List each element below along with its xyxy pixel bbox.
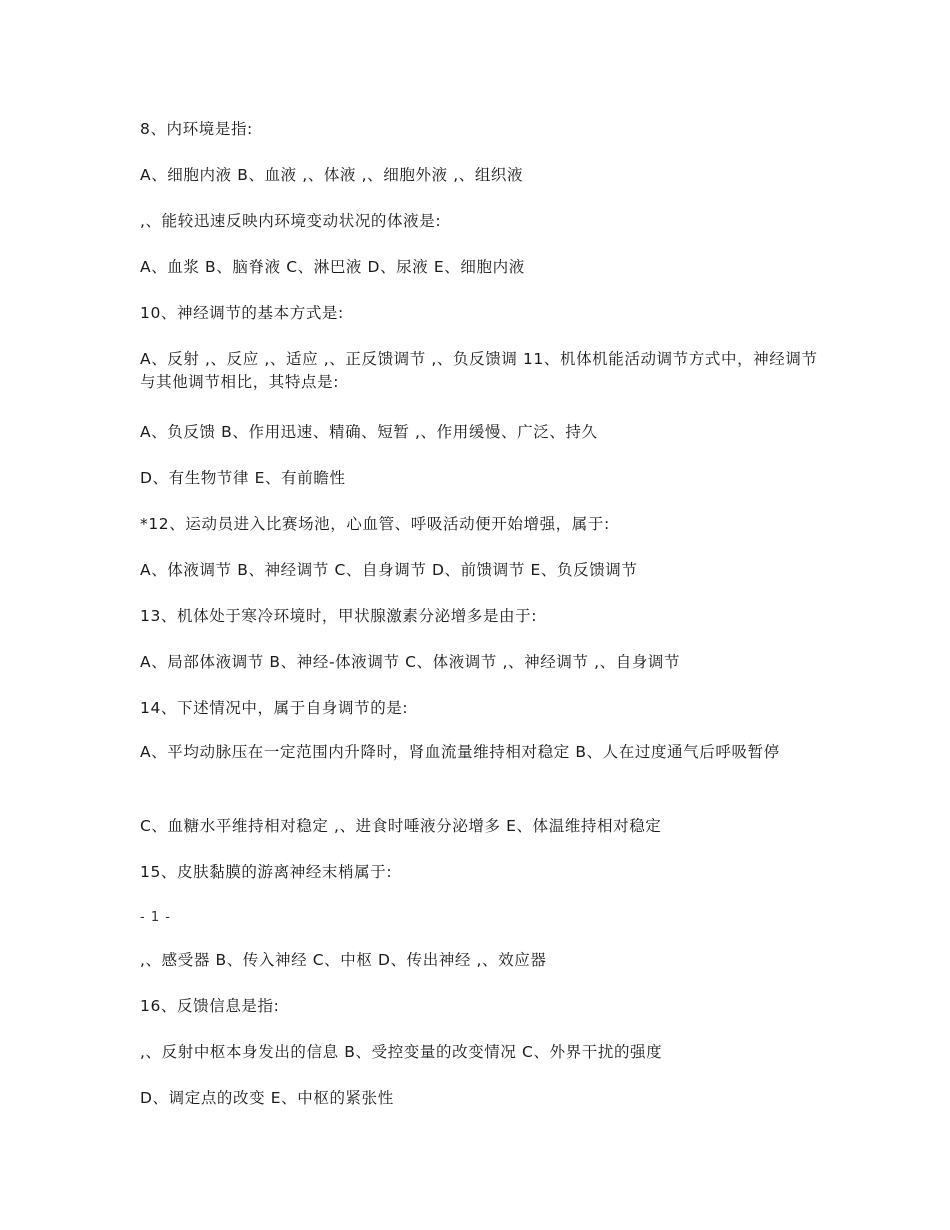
- question-11-options-a: A、负反馈 B、作用迅速、精确、短暂 ,、作用缓慢、广泛、持久: [140, 423, 598, 441]
- question-15-options: ,、感受器 B、传入神经 C、中枢 D、传出神经 ,、效应器: [140, 951, 547, 969]
- question-11-options-b: D、有生物节律 E、有前瞻性: [140, 469, 346, 487]
- question-16: 16、反馈信息是指:: [140, 997, 280, 1015]
- question-8-options: A、细胞内液 B、血液 ,、体液 ,、细胞外液 ,、组织液: [140, 166, 524, 184]
- question-13-options: A、局部体液调节 B、神经-体液调节 C、体液调节 ,、神经调节 ,、自身调节: [140, 653, 681, 671]
- question-10-options-question-11: A、反射 ,、反应 ,、适应 ,、正反馈调节 ,、负反馈调 11、机体机能活动调节方式中，神经调节与其他调节相比，其特点是:: [140, 350, 818, 391]
- question-10: 10、神经调节的基本方式是:: [140, 304, 344, 322]
- question-14: 14、下述情况中，属于自身调节的是:: [140, 699, 409, 717]
- question-12: *12、运动员进入比赛场池，心血管、呼吸活动便开始增强，属于:: [140, 515, 610, 533]
- question-12-options: A、体液调节 B、神经调节 C、自身调节 D、前馈调节 E、负反馈调节: [140, 561, 638, 579]
- question-14-options-a: A、平均动脉压在一定范围内升降时，肾血流量维持相对稳定 B、人在过度通气后呼吸暂停: [140, 743, 780, 761]
- question-9-options: A、血浆 B、脑脊液 C、淋巴液 D、尿液 E、细胞内液: [140, 258, 525, 276]
- question-16-options-a: ,、反射中枢本身发出的信息 B、受控变量的改变情况 C、外界干扰的强度: [140, 1043, 663, 1061]
- question-13: 13、机体处于寒冷环境时，甲状腺激素分泌增多是由于:: [140, 607, 538, 625]
- question-8: 8、内环境是指:: [140, 120, 253, 138]
- question-14-options-b: C、血糖水平维持相对稳定 ,、进食时唾液分泌增多 E、体温维持相对稳定: [140, 817, 662, 835]
- question-15: 15、皮肤黏膜的游离神经末梢属于:: [140, 863, 393, 881]
- page-number: - 1 -: [140, 910, 171, 925]
- question-16-options-b: D、调定点的改变 E、中枢的紧张性: [140, 1089, 394, 1107]
- question-9: ,、能较迅速反映内环境变动状况的体液是:: [140, 212, 442, 230]
